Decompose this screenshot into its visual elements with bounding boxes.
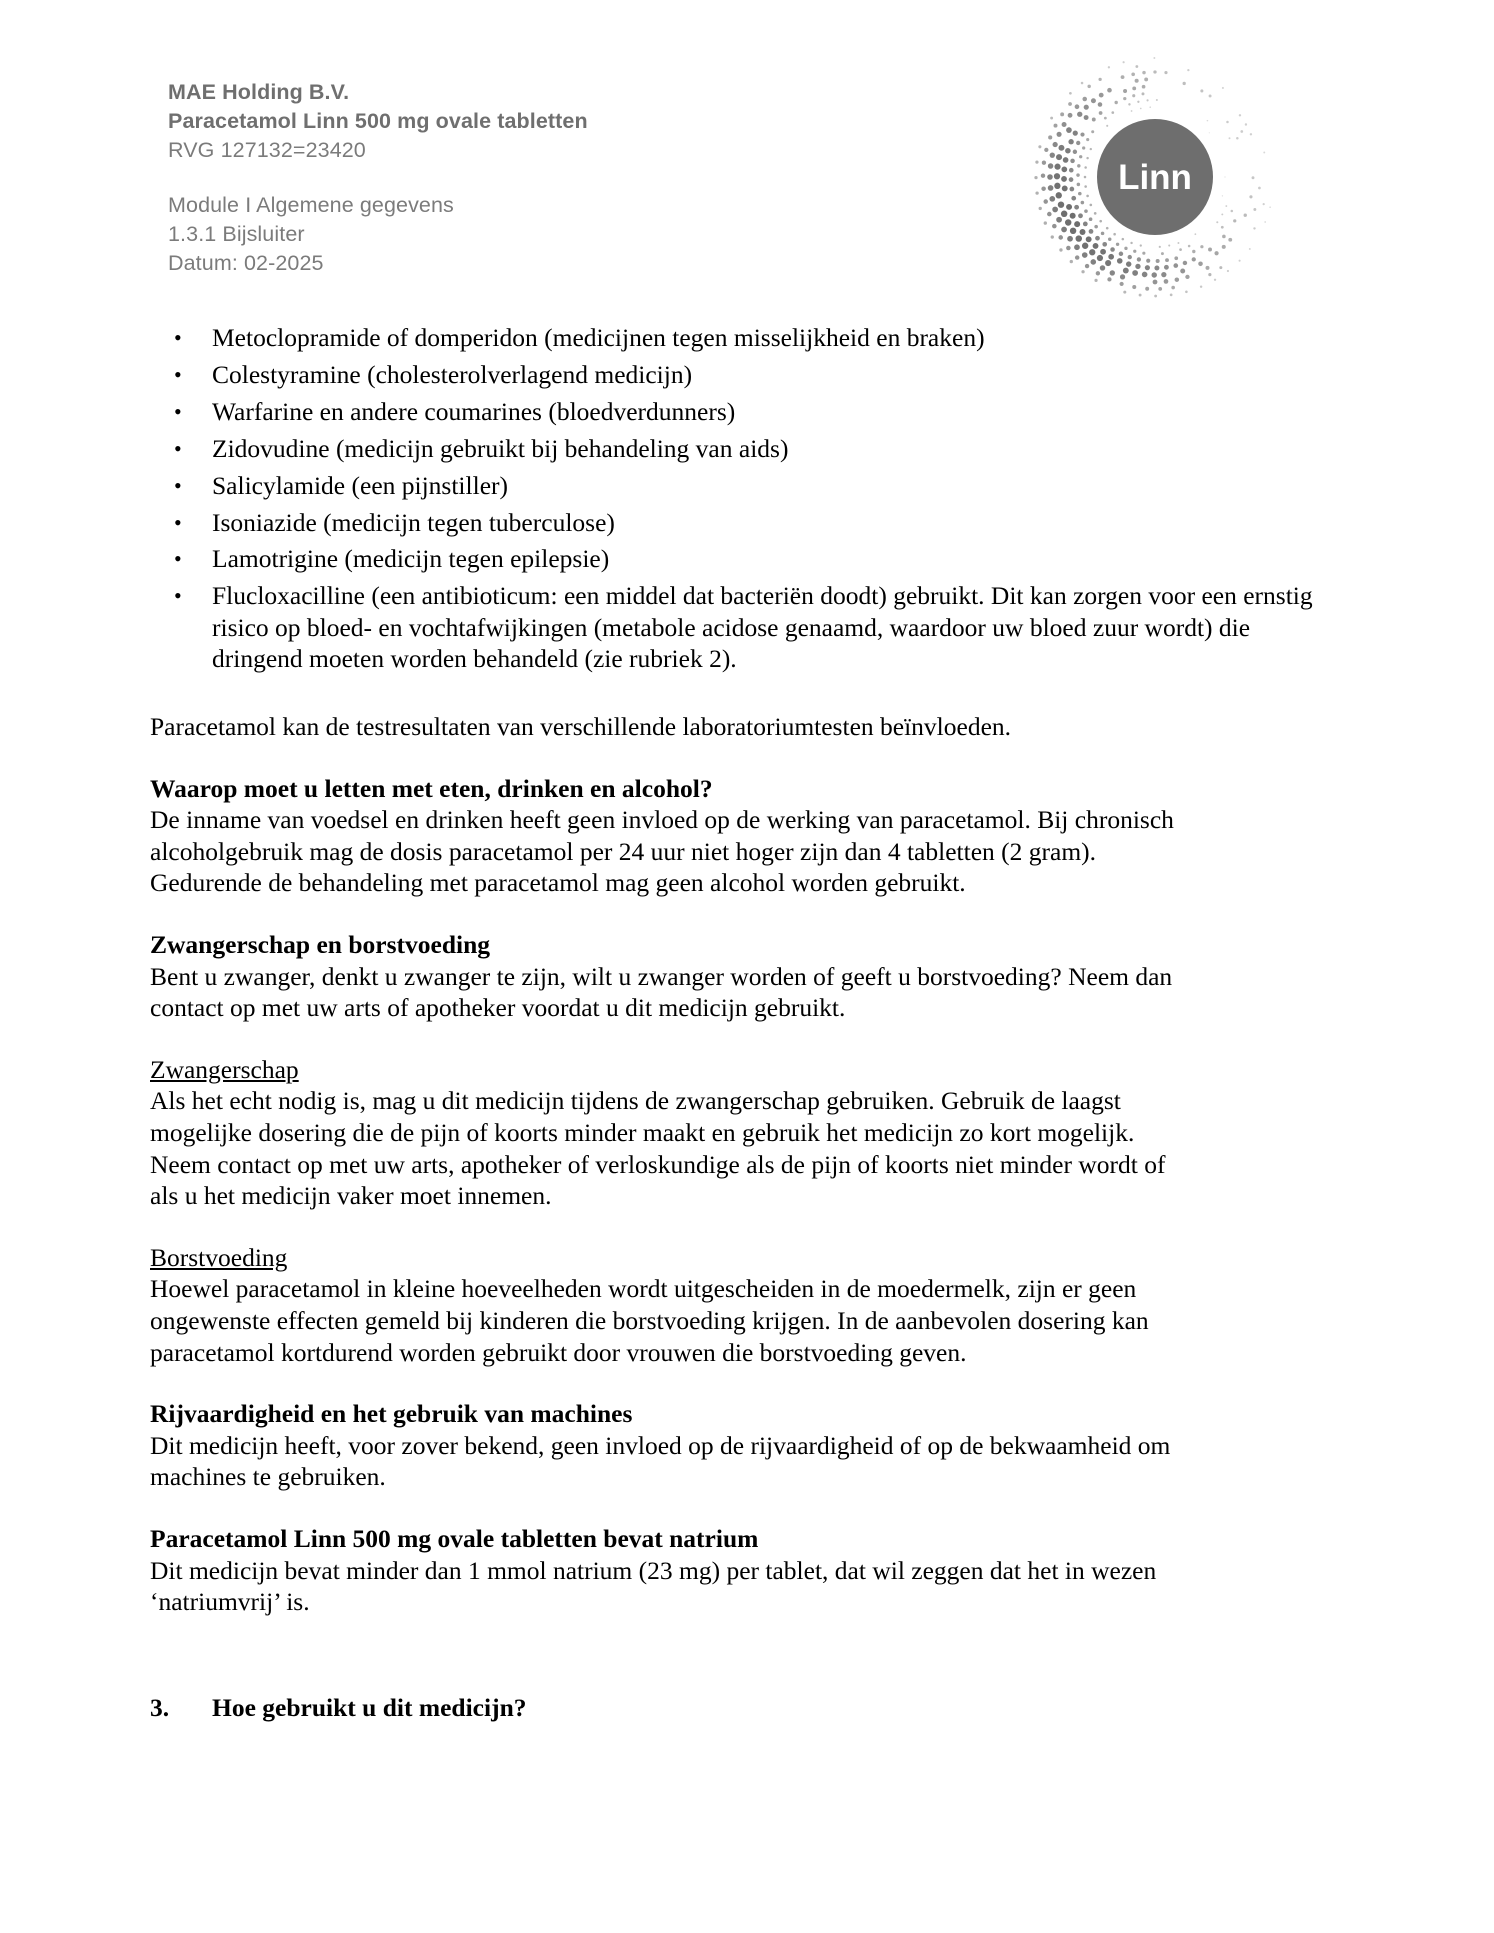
linn-logo — [1030, 52, 1280, 302]
header-company: MAE Holding B.V. — [168, 80, 350, 104]
list-item: • Zidovudine (medicijn gebruikt bij behandeling van aids) — [150, 433, 1340, 464]
spacer — [150, 1024, 1340, 1054]
list-item: • Flucloxacilline (een antibioticum: een middel dat bacteriën doodt) gebruikt. Dit kan zorgen voor een ernstig risico op bloed- en vochtafwijkingen (metabole acidose genaamd, waardoor uw bloed zuur wordt) die dringend moeten worden behandeld (zie rubriek 2). — [150, 580, 1340, 674]
spacer — [150, 1368, 1340, 1398]
section-heading-sodium-content: Paracetamol Linn 500 mg ovale tabletten bevat natrium — [150, 1523, 759, 1553]
interaction-bullet-list — [150, 322, 1340, 675]
section-heading-pregnancy-breastfeeding: Zwangerschap en borstvoeding — [150, 930, 491, 960]
list-item: • Colestyramine (cholesterolverlagend medicijn) — [150, 359, 1340, 390]
list-item: • Lamotrigine (medicijn tegen epilepsie) — [150, 543, 1340, 574]
numbered-section-heading — [150, 1692, 1340, 1724]
list-item: • Salicylamide (een pijnstiller) — [150, 470, 1340, 501]
section-body-sodium-content: Dit medicijn bevat minder dan 1 mmol natrium (23 mg) per tablet, dat wil zeggen dat het in wezen ‘natriumvrij’ is. — [150, 1555, 1157, 1617]
numbered-section-number: 3. — [150, 1692, 170, 1722]
header-date: Datum: 02-2025 — [168, 251, 324, 275]
header-registration-number: RVG 127132=23420 — [168, 138, 366, 162]
header-spacer — [168, 165, 1028, 191]
list-item: • Metoclopramide of domperidon (medicijnen tegen misselijkheid en braken) — [150, 322, 1340, 353]
spacer — [150, 899, 1340, 929]
section-body-food-drink-alcohol: De inname van voedsel en drinken heeft geen invloed op de werking van paracetamol. Bij chronisch alcoholgebruik mag de dosis paracetamol per 24 uur niet hoger zijn dan 4 tabletten (2 gram). Gedurende de behandeling met paracetamol mag geen alcohol worden gebruikt. — [150, 805, 1174, 898]
subsection-heading-pregnancy: Zwangerschap — [150, 1054, 299, 1084]
spacer — [150, 1618, 1340, 1692]
subsection-breastfeeding — [150, 1242, 1340, 1274]
section-body-pregnancy-breastfeeding: Bent u zwanger, denkt u zwanger te zijn, wilt u zwanger worden of geeft u borstvoeding? Neem dan contact op met uw arts of apotheker voordat u dit medicijn gebruikt. — [150, 961, 1173, 1023]
header-product-name: Paracetamol Linn 500 mg ovale tabletten — [168, 109, 588, 133]
subsection-body-breastfeeding: Hoewel paracetamol in kleine hoeveelheden wordt uitgescheiden in de moedermelk, zijn er geen ongewenste effecten gemeld bij kinderen die borstvoeding krijgen. In de aanbevolen dosering kan paracetamol kortdurend worden gebruikt door vrouwen die borstvoeding geven. — [150, 1274, 1149, 1367]
header-module: Module I Algemene gegevens — [168, 193, 454, 217]
laboratory-test-note: Paracetamol kan de testresultaten van verschillende laboratoriumtesten beïnvloeden. — [150, 712, 1012, 742]
section-heading-food-drink-alcohol: Waarop moet u letten met eten, drinken en alcohol? — [150, 773, 713, 803]
numbered-section-title: Hoe gebruikt u dit medicijn? — [212, 1692, 527, 1722]
logo-text: Linn — [1118, 158, 1192, 197]
spacer — [150, 1493, 1340, 1523]
linn-logo-icon — [1030, 52, 1280, 302]
subsection-heading-breastfeeding: Borstvoeding — [150, 1242, 288, 1272]
subsection-pregnancy — [150, 1054, 1340, 1086]
list-item: • Warfarine en andere coumarines (bloedverdunners) — [150, 396, 1340, 427]
document-header — [168, 78, 1028, 278]
spacer — [150, 1212, 1340, 1242]
spacer — [150, 680, 1340, 711]
list-item: • Isoniazide (medicijn tegen tuberculose) — [150, 507, 1340, 538]
section-heading-driving-machines: Rijvaardigheid en het gebruik van machines — [150, 1399, 633, 1429]
header-section-number: 1.3.1 Bijsluiter — [168, 222, 305, 246]
subsection-body-pregnancy: Als het echt nodig is, mag u dit medicijn tijdens de zwangerschap gebruiken. Gebruik de laagst mogelijke dosering die de pijn of koorts minder maakt en gebruik het medicijn zo kort mogelijk. Neem contact op met uw arts, apotheker of verloskundige als de pijn of koorts niet minder wordt of als u het medicijn vaker moet innemen. — [150, 1086, 1166, 1211]
spacer — [150, 743, 1340, 773]
document-body — [150, 322, 1340, 1723]
section-body-driving-machines: Dit medicijn heeft, voor zover bekend, geen invloed op de rijvaardigheid of op de bekwaamheid om machines te gebruiken. — [150, 1430, 1171, 1492]
